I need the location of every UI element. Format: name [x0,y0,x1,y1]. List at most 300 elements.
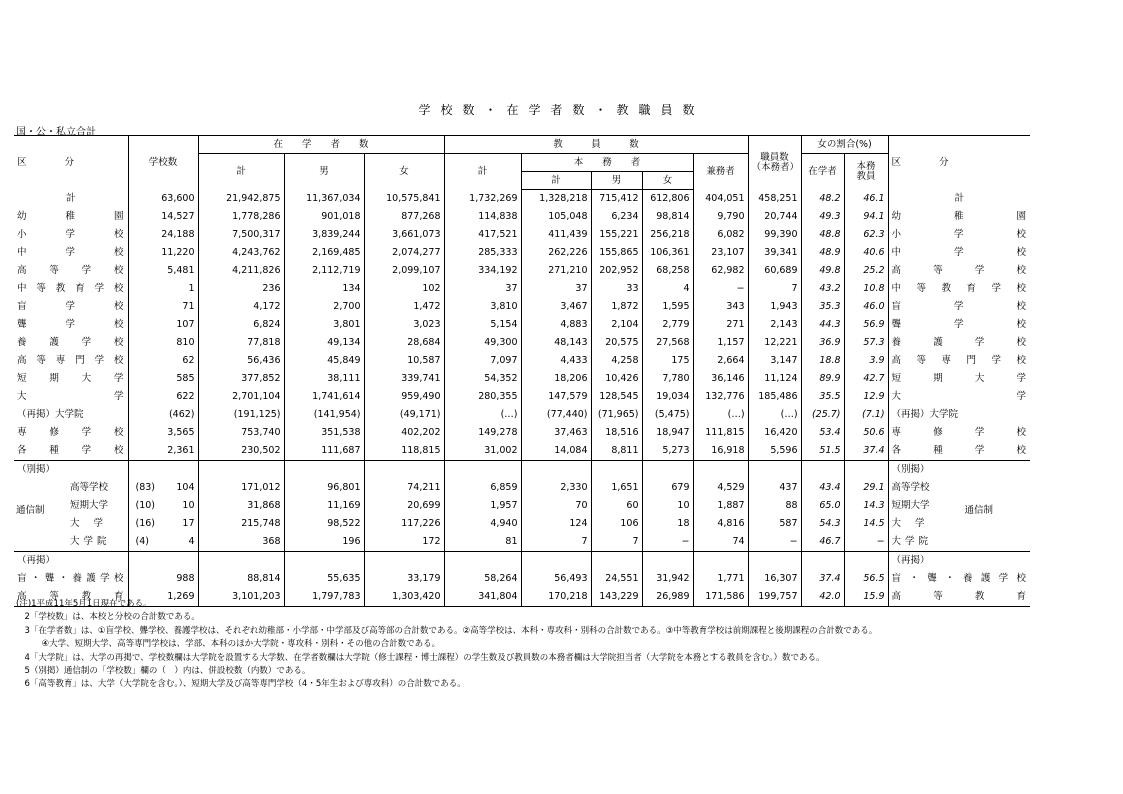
table-cell: 7 [591,533,642,552]
table-cell: 3,101,203 [198,588,284,607]
table-row [14,497,1030,515]
row-label-right [888,497,1030,515]
table-cell: 7,097 [444,352,521,370]
table-cell: 1,303,420 [364,588,444,607]
table-cell: 21,942,875 [198,190,284,209]
header-school-count: 学校数 [128,136,198,190]
table-cell: 458,251 [748,190,801,209]
table-cell: 48.9 [801,244,844,262]
table-cell [591,461,642,480]
table-cell: 16,918 [693,442,748,461]
table-cell: 65.0 [801,497,844,515]
table-cell: 18,516 [591,424,642,442]
table-cell: 37 [521,280,591,298]
table-cell: (49,171) [364,406,444,424]
table-cell: 68,258 [642,262,693,280]
header-enrollment-female: 女 [364,154,444,190]
table-row [14,570,1030,588]
table-cell: (462) [128,406,198,424]
row-label-right: 短期大学 [891,373,1028,385]
table-cell: 3,810 [444,298,521,316]
table-cell: 901,018 [284,208,364,226]
row-label-right: 中学校 [891,247,1028,259]
table-cell: 37,463 [521,424,591,442]
table-cell: 74 [693,533,748,552]
table-cell: 3,147 [748,352,801,370]
row-label: 盲学校 [14,298,128,316]
table-cell: 143,229 [591,588,642,607]
table-cell: 49.3 [801,208,844,226]
table-cell: 117,226 [364,515,444,533]
row-label-right [888,515,1030,533]
table-cell: (191,125) [198,406,284,424]
table-cell: − [844,533,888,552]
table-cell: 1,269 [128,588,198,607]
table-cell: 15.9 [844,588,888,607]
row-label-right: 盲・聾・養護学校 [891,573,1028,585]
row-label-right: 高等専門学校 [891,355,1028,367]
table-cell: 3,023 [364,316,444,334]
table-row [14,442,1030,461]
table-cell: 585 [128,370,198,388]
table-cell: 56.5 [844,570,888,588]
table-cell [128,461,198,480]
table-cell: 1,741,614 [284,388,364,406]
table-cell: 7,780 [642,370,693,388]
section-label: （別掲） [14,461,128,480]
table-cell [693,461,748,480]
table-cell: 45,849 [284,352,364,370]
table-cell: 10,575,841 [364,190,444,209]
table-cell: 271 [693,316,748,334]
table-cell: 31,868 [198,497,284,515]
row-label-right: 小学校 [891,229,1028,241]
table-cell: 14,527 [128,208,198,226]
row-label-right: 聾学校 [891,319,1028,331]
table-cell: 37 [444,280,521,298]
table-cell: 38,111 [284,370,364,388]
table-cell: 6,082 [693,226,748,244]
table-cell: 1,887 [693,497,748,515]
table-cell: 1,472 [364,298,444,316]
table-cell: 1,771 [693,570,748,588]
table-cell: 98,522 [284,515,364,533]
table-cell: 262,226 [521,244,591,262]
header-kubun: 区 分 [14,136,128,190]
table-cell: 230,502 [198,442,284,461]
table-cell [364,461,444,480]
table-cell: 49.8 [801,262,844,280]
table-row [14,533,1030,552]
row-label: 幼稚園 [14,208,128,226]
tsushin-school-right: 大学 [891,518,939,529]
table-cell: 24,551 [591,570,642,588]
table-cell: 3.9 [844,352,888,370]
row-label-right: 盲学校 [891,301,1028,313]
table-cell: − [642,533,693,552]
table-cell: (7.1) [844,406,888,424]
row-label-right: 大学 [891,391,1028,403]
table-cell: 2,104 [591,316,642,334]
table-cell: 35.5 [801,388,844,406]
table-cell: 27,568 [642,334,693,352]
table-cell: 53.4 [801,424,844,442]
table-cell: 11,220 [128,244,198,262]
table-cell: 102 [364,280,444,298]
table-cell: 48.2 [801,190,844,209]
row-label-right: 中等教育学校 [891,283,1028,295]
tsushin-school-right: 短期大学 [891,500,930,511]
table-cell: 417,521 [444,226,521,244]
table-cell: 2,143 [748,316,801,334]
table-cell: 5,273 [642,442,693,461]
table-cell: 71 [128,298,198,316]
table-cell: 1,778,286 [198,208,284,226]
table-cell: 11,124 [748,370,801,388]
table-cell: 877,268 [364,208,444,226]
table-row [14,298,1030,316]
table-cell [198,552,284,571]
table-cell: 14,084 [521,442,591,461]
row-label: 高等専門学校 [14,352,128,370]
table-cell: 1,157 [693,334,748,352]
table-cell: 171,012 [198,479,284,497]
table-cell: 3,661,073 [364,226,444,244]
paren-count: (4) [135,536,149,548]
table-cell: 1,943 [748,298,801,316]
table-cell: 56,436 [198,352,284,370]
table-cell: 1,595 [642,298,693,316]
table-cell: 16,307 [748,570,801,588]
table-cell: (25.7) [801,406,844,424]
table-cell: 28,684 [364,334,444,352]
table-cell: 10,587 [364,352,444,370]
row-label: 高等教育 [14,588,128,607]
section-label: （再掲） [14,552,128,571]
table-cell: 715,412 [591,190,642,209]
table-cell [642,461,693,480]
table-cell: 20,744 [748,208,801,226]
table-cell: 199,757 [748,588,801,607]
table-cell: 368 [198,533,284,552]
table-cell: 23,107 [693,244,748,262]
table-cell: 55,635 [284,570,364,588]
table-cell: 3,801 [284,316,364,334]
table-cell: 1,872 [591,298,642,316]
table-cell: 51.5 [801,442,844,461]
row-label: 高等学校 [14,262,128,280]
table-cell: (…) [693,406,748,424]
table-cell: 18,947 [642,424,693,442]
table-cell: 49,300 [444,334,521,352]
statistics-table [14,135,1030,607]
table-cell: 988 [128,570,198,588]
table-cell: 48.8 [801,226,844,244]
table-cell: 155,865 [591,244,642,262]
table-cell: 6,859 [444,479,521,497]
table-row [14,388,1030,406]
table-cell: 5,596 [748,442,801,461]
footnote-line: 3「在学者数」は、①盲学校、聾学校、養護学校は、それぞれ幼稚部・小学部・中学部及び高等部の合計数である。②高等学校は、本科・専攻科・別科の合計数である。③中等教育学校は前期課程と後期課程の合計数である。 [16,625,878,636]
table-cell: 48,143 [521,334,591,352]
table-cell: 12.9 [844,388,888,406]
page-title: 学校数・在学者数・教職員数 [418,103,705,117]
table-cell: 6,234 [591,208,642,226]
table-cell: 172 [364,533,444,552]
table-cell: 4,243,762 [198,244,284,262]
school-count-cell: (4) 4 [128,533,198,552]
table-cell: 94.1 [844,208,888,226]
header-enrollment-total: 計 [198,154,284,190]
table-cell: 24,188 [128,226,198,244]
table-cell: 404,051 [693,190,748,209]
table-cell: 959,490 [364,388,444,406]
table-cell: 57.3 [844,334,888,352]
row-label-right: 各種学校 [891,445,1028,457]
table-cell: 98,814 [642,208,693,226]
table-row [14,208,1030,226]
table-cell: 622 [128,388,198,406]
table-cell [444,461,521,480]
row-label [14,479,128,497]
table-cell [284,552,364,571]
table-cell: 18.8 [801,352,844,370]
table-cell: 2,361 [128,442,198,461]
table-cell: 105,048 [521,208,591,226]
table-cell: 99,390 [748,226,801,244]
table-cell: 437 [748,479,801,497]
table-cell: 679 [642,479,693,497]
row-label: 聾学校 [14,316,128,334]
table-cell: 63,600 [128,190,198,209]
table-cell: 1,732,269 [444,190,521,209]
header-teachers-total: 計 [444,154,521,190]
table-cell: 155,221 [591,226,642,244]
tsushin-school: 高等学校 [70,482,109,493]
table-cell: 111,687 [284,442,364,461]
table-cell: 56,493 [521,570,591,588]
tsushin-school: 大学 [70,518,118,529]
row-label: 小学校 [14,226,128,244]
header-parttime: 兼務者 [693,154,748,190]
table-cell: 2,700 [284,298,364,316]
header-teachers: 教 員 数 [444,136,748,154]
row-label-right: 幼稚園 [891,211,1028,223]
row-label: （再掲）大学院 [14,406,128,424]
row-label-right: 養護学校 [891,337,1028,349]
table-cell: 81 [444,533,521,552]
table-cell: 74,211 [364,479,444,497]
table-cell: 106 [591,515,642,533]
table-row [14,190,1030,209]
table-cell: 4,433 [521,352,591,370]
table-cell: 4,883 [521,316,591,334]
header-enrollment-male: 男 [284,154,364,190]
table-cell: 33,179 [364,570,444,588]
table-cell: (77,440) [521,406,591,424]
table-row [14,334,1030,352]
table-cell: 88 [748,497,801,515]
table-row [14,226,1030,244]
table-cell [128,552,198,571]
table-cell: 202,952 [591,262,642,280]
table-cell: 402,202 [364,424,444,442]
table-cell: 60,689 [748,262,801,280]
table-cell: 5,154 [444,316,521,334]
row-label-right: 高等学校 [891,265,1028,277]
paren-count: (83) [135,482,156,494]
school-count-cell: (10) 10 [128,497,198,515]
table-cell: 285,333 [444,244,521,262]
table-cell: 753,740 [198,424,284,442]
table-cell [591,552,642,571]
table-cell: 1,328,218 [521,190,591,209]
table-cell: 10.8 [844,280,888,298]
table-subtitle: 国・公・私立合計 [16,127,96,138]
row-label [14,515,128,533]
footnote-line: 2「学校数」は、本校と分校の合計数である。 [16,612,200,623]
table-cell: 1,651 [591,479,642,497]
table-cell: 612,806 [642,190,693,209]
footnote-line: (注)1平成11年5月1日現在である。 [16,599,152,609]
table-cell: 4,529 [693,479,748,497]
table-cell: 60 [591,497,642,515]
table-cell: 2,779 [642,316,693,334]
table-cell: 58,264 [444,570,521,588]
table-cell: 14.3 [844,497,888,515]
table-cell: 106,361 [642,244,693,262]
header-kubun-right: 区 分 [888,136,1030,190]
table-row [14,424,1030,442]
table-cell: − [693,280,748,298]
table-row [14,262,1030,280]
table-cell: 134 [284,280,364,298]
table-cell: 171,586 [693,588,748,607]
table-cell: 271,210 [521,262,591,280]
table-cell [444,552,521,571]
table-cell: 20,575 [591,334,642,352]
table-cell: 62.3 [844,226,888,244]
table-cell: 56.9 [844,316,888,334]
table-cell: 10 [642,497,693,515]
paren-count: (10) [135,500,156,512]
table-cell: 351,538 [284,424,364,442]
table-cell: 62 [128,352,198,370]
table-cell: 37.4 [801,570,844,588]
table-cell: 77,818 [198,334,284,352]
table-row [14,316,1030,334]
table-cell: (5,475) [642,406,693,424]
table-cell: 43.2 [801,280,844,298]
header-ratio-students: 在学者 [801,154,844,190]
table-cell: 62,982 [693,262,748,280]
table-cell: 4,211,826 [198,262,284,280]
table-cell [284,461,364,480]
table-cell: (…) [444,406,521,424]
table-cell: 236 [198,280,284,298]
footnote-line: 6「高等教育」は、大学（大学院を含む。）、短期大学及び高等専門学校（4・5年生および専攻科）の合計数である。 [16,679,466,690]
table-cell: 26,989 [642,588,693,607]
table-row [14,370,1030,388]
table-cell: 7 [748,280,801,298]
table-row [14,244,1030,262]
table-cell: 46.1 [844,190,888,209]
row-label-right: 高等教育 [888,588,1030,607]
header-fulltime: 本 務 者 [521,154,693,172]
table-cell: 196 [284,533,364,552]
row-label: 短期大学 [14,370,128,388]
row-label: 養護学校 [14,334,128,352]
row-label: 中学校 [14,244,128,262]
table-cell: 411,439 [521,226,591,244]
table-cell [521,461,591,480]
tsushin-label-right: 通信制 [964,505,994,515]
table-cell: 7,500,317 [198,226,284,244]
table-cell [693,552,748,571]
table-cell: 9,790 [693,208,748,226]
table-cell: 4,816 [693,515,748,533]
table-cell: 8,811 [591,442,642,461]
paren-count: (16) [135,518,156,530]
table-cell: 18,206 [521,370,591,388]
table-cell: 2,169,485 [284,244,364,262]
table-cell: 96,801 [284,479,364,497]
table-cell: 2,099,107 [364,262,444,280]
section-row [14,552,1030,571]
table-cell: 12,221 [748,334,801,352]
tsushin-school-right: 高等学校 [891,482,930,493]
table-cell: 44.3 [801,316,844,334]
school-count-cell: (83) 104 [128,479,198,497]
table-cell: 37.4 [844,442,888,461]
table-cell: 70 [521,497,591,515]
row-label: 大学 [14,388,128,406]
header-ratio-teachers: 本務 教員 [844,154,888,190]
table-cell: 14.5 [844,515,888,533]
footnotes [16,598,877,692]
table-cell: (141,954) [284,406,364,424]
table-cell: 3,467 [521,298,591,316]
table-cell [748,461,801,480]
table-cell [844,461,888,480]
table-cell: 88,814 [198,570,284,588]
table-cell: 2,112,719 [284,262,364,280]
row-label-right: 専修学校 [891,427,1028,439]
table-cell: 7 [521,533,591,552]
table-cell: 4 [642,280,693,298]
table-cell: 1,957 [444,497,521,515]
table-cell: 31,942 [642,570,693,588]
table-cell: 36.9 [801,334,844,352]
table-cell: 341,804 [444,588,521,607]
table-cell: 18 [642,515,693,533]
row-label [14,497,128,515]
table-cell [642,552,693,571]
section-row [14,461,1030,480]
table-cell: 343 [693,298,748,316]
table-cell: 339,741 [364,370,444,388]
table-cell: 128,545 [591,388,642,406]
tsushin-school: 短期大学 [70,500,109,511]
table-cell: 215,748 [198,515,284,533]
table-cell: 19,034 [642,388,693,406]
table-cell: 5,481 [128,262,198,280]
header-fulltime-total: 計 [521,172,591,190]
table-cell: 33 [591,280,642,298]
table-cell [364,552,444,571]
header-female-ratio: 女の割合(%) [801,136,888,154]
footnote-line: 4「大学院」は、大学の再掲で、学校数欄は大学院を設置する大学数、在学者数欄は大学院（修士課程・博士課程）の学生数及び教員数の本務者欄は大学院担当者（大学院を本務とする教員を含む。）数である。 [16,652,825,663]
